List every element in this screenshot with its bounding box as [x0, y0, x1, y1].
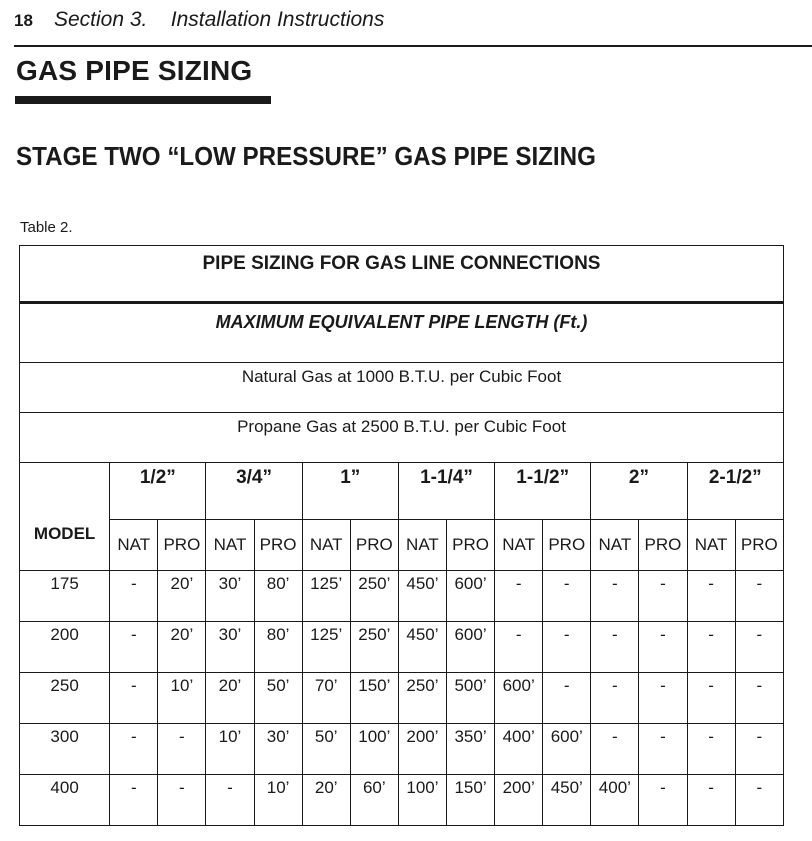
length-cell: - — [543, 673, 591, 724]
pro-header: PRO — [446, 520, 494, 571]
length-cell: 50’ — [302, 724, 350, 775]
length-cell: - — [110, 571, 158, 622]
length-cell: - — [110, 673, 158, 724]
pro-header: PRO — [639, 520, 687, 571]
length-cell: 500’ — [446, 673, 494, 724]
length-cell: 200’ — [398, 724, 446, 775]
table-caption: Table 2. — [20, 219, 73, 236]
length-cell: 400’ — [591, 775, 639, 826]
length-cell: - — [735, 775, 783, 826]
length-cell: 350’ — [446, 724, 494, 775]
length-cell: 10’ — [158, 673, 206, 724]
length-cell: 600’ — [495, 673, 543, 724]
length-cell: 80’ — [254, 622, 302, 673]
length-cell: - — [687, 622, 735, 673]
length-cell: - — [687, 724, 735, 775]
length-cell: - — [158, 775, 206, 826]
length-cell: 10’ — [206, 724, 254, 775]
model-cell: 200 — [20, 622, 110, 673]
pro-header: PRO — [735, 520, 783, 571]
length-cell: 400’ — [495, 724, 543, 775]
nat-header: NAT — [687, 520, 735, 571]
length-cell: - — [639, 673, 687, 724]
table-row — [20, 571, 784, 622]
length-cell: - — [591, 673, 639, 724]
length-cell: - — [110, 775, 158, 826]
table-row — [20, 724, 784, 775]
section-subtitle: STAGE TWO “LOW PRESSURE” GAS PIPE SIZING — [16, 141, 596, 171]
page-title: GAS PIPE SIZING — [16, 55, 253, 86]
natural-gas-note: Natural Gas at 1000 B.T.U. per Cubic Foot — [20, 363, 784, 413]
length-cell: 20’ — [158, 571, 206, 622]
length-cell: 150’ — [446, 775, 494, 826]
model-cell: 175 — [20, 571, 110, 622]
length-cell: 250’ — [350, 571, 398, 622]
nat-header: NAT — [110, 520, 158, 571]
length-cell: - — [543, 571, 591, 622]
length-cell: 70’ — [302, 673, 350, 724]
length-cell: - — [591, 622, 639, 673]
model-header: MODEL — [20, 463, 110, 571]
length-cell: 10’ — [254, 775, 302, 826]
length-cell: 20’ — [302, 775, 350, 826]
table-row — [20, 673, 784, 724]
length-cell: - — [735, 622, 783, 673]
length-cell: - — [495, 622, 543, 673]
length-cell: - — [687, 571, 735, 622]
nat-header: NAT — [495, 520, 543, 571]
length-cell: 125’ — [302, 571, 350, 622]
pipe-size-header: 2” — [591, 463, 687, 520]
pipe-size-header: 1-1/2” — [495, 463, 591, 520]
length-cell: 150’ — [350, 673, 398, 724]
length-cell: 200’ — [495, 775, 543, 826]
header-divider — [14, 45, 812, 47]
pipe-size-header: 3/4” — [206, 463, 302, 520]
length-cell: 600’ — [446, 622, 494, 673]
length-cell: - — [735, 571, 783, 622]
length-cell: 100’ — [350, 724, 398, 775]
length-cell: 100’ — [398, 775, 446, 826]
model-cell: 400 — [20, 775, 110, 826]
length-cell: 20’ — [206, 673, 254, 724]
length-cell: 450’ — [398, 571, 446, 622]
length-cell: 600’ — [543, 724, 591, 775]
length-cell: 60’ — [350, 775, 398, 826]
length-cell: 30’ — [254, 724, 302, 775]
page-number: 18 — [14, 11, 33, 30]
nat-header: NAT — [206, 520, 254, 571]
nat-header: NAT — [591, 520, 639, 571]
length-cell: 250’ — [398, 673, 446, 724]
length-cell: 50’ — [254, 673, 302, 724]
length-cell: - — [639, 622, 687, 673]
length-cell: - — [591, 571, 639, 622]
table-subtitle: MAXIMUM EQUIVALENT PIPE LENGTH (Ft.) — [20, 303, 784, 363]
pipe-size-header: 1/2” — [110, 463, 206, 520]
length-cell: - — [543, 622, 591, 673]
length-cell: - — [110, 724, 158, 775]
pro-header: PRO — [350, 520, 398, 571]
length-cell: - — [639, 775, 687, 826]
length-cell: 125’ — [302, 622, 350, 673]
pro-header: PRO — [158, 520, 206, 571]
length-cell: 30’ — [206, 622, 254, 673]
length-cell: - — [687, 673, 735, 724]
length-cell: - — [495, 571, 543, 622]
nat-header: NAT — [302, 520, 350, 571]
length-cell: 450’ — [543, 775, 591, 826]
length-cell: - — [687, 775, 735, 826]
model-cell: 300 — [20, 724, 110, 775]
length-cell: - — [639, 571, 687, 622]
table-row — [20, 775, 784, 826]
table-row — [20, 622, 784, 673]
pipe-size-header: 1” — [302, 463, 398, 520]
model-cell: 250 — [20, 673, 110, 724]
pro-header: PRO — [254, 520, 302, 571]
length-cell: 80’ — [254, 571, 302, 622]
pipe-size-header: 2-1/2” — [687, 463, 783, 520]
length-cell: - — [158, 724, 206, 775]
length-cell: 450’ — [398, 622, 446, 673]
length-cell: - — [110, 622, 158, 673]
length-cell: 30’ — [206, 571, 254, 622]
pro-header: PRO — [543, 520, 591, 571]
length-cell: 20’ — [158, 622, 206, 673]
length-cell: - — [206, 775, 254, 826]
table-title: PIPE SIZING FOR GAS LINE CONNECTIONS — [20, 246, 784, 303]
pipe-size-header: 1-1/4” — [398, 463, 494, 520]
pipe-sizing-table — [19, 245, 784, 826]
propane-gas-note: Propane Gas at 2500 B.T.U. per Cubic Foot — [20, 413, 784, 463]
length-cell: - — [735, 673, 783, 724]
length-cell: - — [639, 724, 687, 775]
title-underline — [15, 96, 271, 104]
length-cell: - — [735, 724, 783, 775]
nat-header: NAT — [398, 520, 446, 571]
length-cell: 600’ — [446, 571, 494, 622]
section-header: Section 3. Installation Instructions — [54, 8, 385, 31]
length-cell: - — [591, 724, 639, 775]
length-cell: 250’ — [350, 622, 398, 673]
